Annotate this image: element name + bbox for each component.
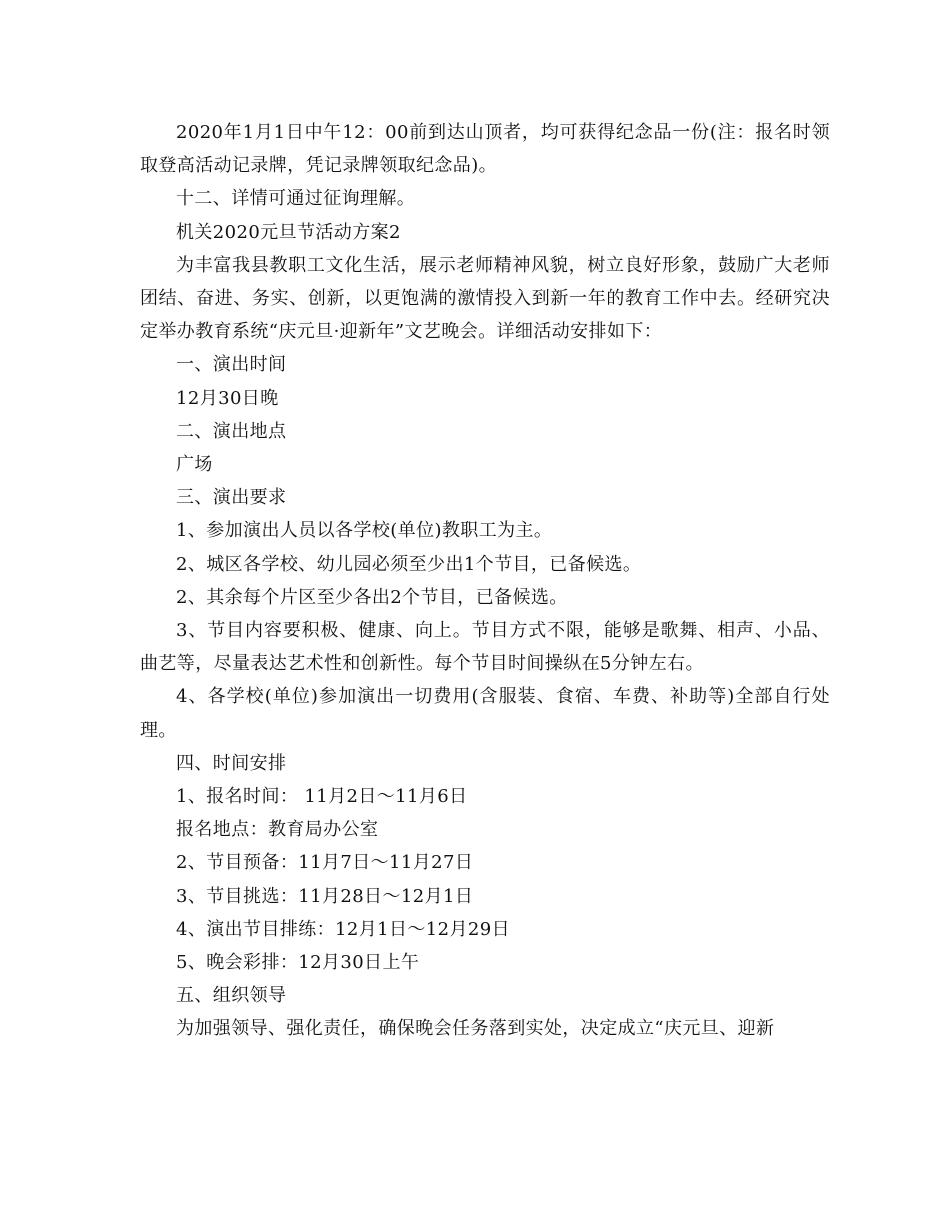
list-item: 1、报名时间： 11月2日～11月6日 <box>176 786 468 808</box>
heading-show-requirements: 三、演出要求 <box>176 487 287 509</box>
paragraph-prize-notice: 2020年1月1日中午12：00前到达山顶者，均可获得纪念品一份(注：报名时领取登高活动记录牌，凭记录牌领取纪念品)。 <box>140 122 830 177</box>
paragraph-organization: 为加强领导、强化责任，确保晚会任务落到实处，决定成立“庆元旦、迎新 <box>176 1018 775 1040</box>
list-item: 2、其余每个片区至少各出2个节目，已备候选。 <box>176 586 568 608</box>
heading-schedule: 四、时间安排 <box>176 752 287 774</box>
list-item: 4、各学校(单位)参加演出一切费用(含服装、食宿、车费、补助等)全部自行处理。 <box>140 686 830 741</box>
heading-organization: 五、组织领导 <box>176 985 287 1007</box>
paragraph-show-location: 广场 <box>176 454 213 476</box>
list-item: 2、节目预备：11月7日～11月27日 <box>176 852 474 874</box>
list-item: 1、参加演出人员以各学校(单位)教职工为主。 <box>176 520 553 542</box>
heading-show-time: 一、演出时间 <box>176 354 287 376</box>
paragraph-intro: 为丰富我县教职工文化生活，展示老师精神风貌，树立良好形象，鼓励广大老师团结、奋进、务实、创新，以更饱满的激情投入到新一年的教育工作中去。经研究决定举办教育系统“庆元旦·迎新年”文艺晚会。详细活动安排如下： <box>140 254 830 343</box>
list-item: 3、节目挑选：11月28日～12月1日 <box>176 885 474 907</box>
document-body <box>140 116 830 1046</box>
list-item: 5、晚会彩排：12月30日上午 <box>176 952 420 974</box>
list-item: 报名地点：教育局办公室 <box>176 819 379 841</box>
paragraph-plan-title: 机关2020元旦节活动方案2 <box>176 221 401 243</box>
list-item: 4、演出节目排练：12月1日～12月29日 <box>176 918 511 940</box>
heading-show-location: 二、演出地点 <box>176 420 287 442</box>
paragraph-show-time: 12月30日晚 <box>176 387 279 409</box>
list-item: 2、城区各学校、幼儿园必须至少出1个节目，已备候选。 <box>176 553 642 575</box>
paragraph-section-12: 十二、详情可通过征询理解。 <box>176 188 416 210</box>
list-item: 3、节目内容要积极、健康、向上。节目方式不限，能够是歌舞、相声、小品、曲艺等，尽量表达艺术性和创新性。每个节目时间操纵在5分钟左右。 <box>140 620 830 675</box>
